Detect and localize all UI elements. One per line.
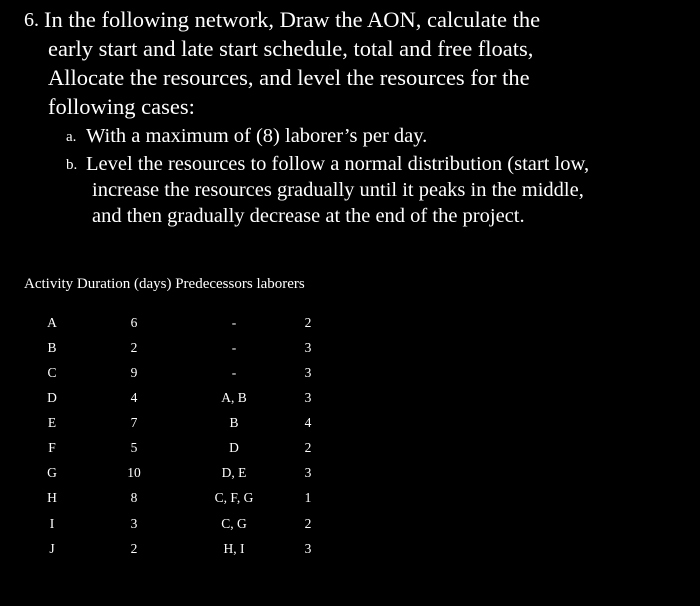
subitem-label: b. [66,157,78,173]
duration-cell: 2 [130,541,138,556]
subitem-line: Level the resources to follow a normal distribution (start low, [86,153,590,175]
duration-cell: 8 [130,490,138,505]
question-line: In the following network, Draw the AON, calculate the [44,7,541,32]
predecessors-cell: D, E [221,465,247,480]
question-number: 6. [24,9,39,31]
predecessors-cell: H, I [223,541,245,556]
activity-cell: F [48,440,56,455]
question-line: following cases: [48,94,195,119]
laborers-cell: 2 [304,440,312,455]
laborers-cell: 3 [304,365,312,380]
predecessors-cell: - [231,340,237,355]
table-header: Activity Duration (days) Predecessors laborers [24,276,305,292]
duration-cell: 5 [130,440,138,455]
laborers-cell: 3 [304,340,312,355]
predecessors-cell: - [231,365,237,380]
laborers-cell: 3 [304,390,312,405]
laborers-cell: 1 [304,490,312,505]
subitem-line: increase the resources gradually until it peaks in the middle, [92,179,584,201]
predecessors-cell: C, G [221,516,247,531]
duration-cell: 6 [130,315,138,330]
predecessors-cell: C, F, G [214,490,254,505]
activity-cell: A [47,315,57,330]
activity-cell: J [49,541,55,556]
subitem-line: and then gradually decrease at the end of the project. [92,205,525,227]
laborers-cell: 4 [304,415,312,430]
duration-cell: 4 [130,390,138,405]
duration-cell: 7 [130,415,138,430]
activity-cell: I [49,516,55,531]
predecessors-cell: A, B [221,390,247,405]
predecessors-cell: - [231,315,237,330]
activity-cell: H [47,490,57,505]
question-line: Allocate the resources, and level the resources for the [48,65,530,90]
laborers-cell: 2 [304,516,312,531]
duration-cell: 2 [130,340,138,355]
activity-cell: G [47,465,57,480]
activity-cell: B [47,340,57,355]
activity-cell: C [47,365,57,380]
subitem-label: a. [66,129,77,145]
question-line: early start and late start schedule, total and free floats, [48,36,534,61]
duration-cell: 10 [127,465,141,480]
predecessors-cell: D [229,440,239,455]
duration-cell: 9 [130,365,138,380]
activity-cell: E [47,415,57,430]
laborers-cell: 3 [304,465,312,480]
subitem-line: With a maximum of (8) laborer’s per day. [86,125,428,147]
duration-cell: 3 [130,516,138,531]
activity-cell: D [47,390,57,405]
laborers-cell: 2 [304,315,312,330]
predecessors-cell: B [229,415,239,430]
laborers-cell: 3 [304,541,312,556]
